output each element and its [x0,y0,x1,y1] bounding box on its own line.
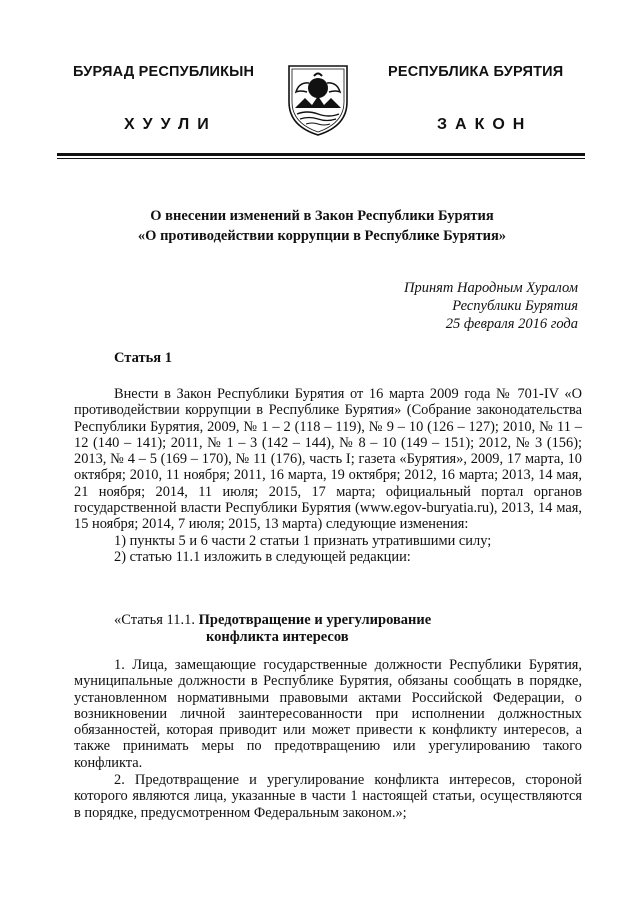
article-1-item-1: 1) пункты 5 и 6 части 2 статьи 1 признать утратившими силу; [114,532,492,549]
article-11-1-part-2: 2. Предотвращение и урегулирование конфликта интересов, стороной которого являются лица, указанные в части 1 настоящей статьи, осуществляются в порядке, предусмотренном Федеральным законом.»; [74,772,582,821]
header-divider-thick [57,153,585,156]
article-1-item-2: 2) статью 11.1 изложить в следующей редакции: [114,548,411,565]
adoption-date: 25 февраля 2016 года [445,316,578,332]
article-11-1-title-line2: конфликта интересов [206,629,349,645]
adoption-line2: Республики Бурятия [452,298,578,314]
header-divider-thin [57,158,585,159]
law-title-line2: «О противодействии коррупции в Республике Бурятия» [137,228,507,244]
header-left-title: БУРЯАД РЕСПУБЛИКЫН [73,64,255,80]
article-1-heading: Статья 1 [114,350,172,366]
article-11-1-heading [114,612,574,646]
adoption-line1: Принят Народным Хуралом [403,280,578,296]
header-right-title: РЕСПУБЛИКА БУРЯТИЯ [388,64,564,80]
law-title [62,206,582,246]
adoption-note [404,279,578,333]
article-1-intro: Внести в Закон Республики Бурятия от 16 марта 2009 года № 701-IV «О противодействии коррупции в Республике Бурятия» (Собрание законодательства Республики Бурятия, 2009, № 1 – 2 (118 – 119), № 9 – 10 (126 – 127); 2010, № 11 – 12 (140 – 141); 2011, № 1 – 3 (142 – 144), № 8 – 10 (149 – 151); 2012, № 3 (156); 2013, № 4 – 5 (169 – 170), № 11 (176), часть I; газета «Бурятия», 2009, 17 марта, 10 октября; 2010, 11 ноября; 2011, 16 марта, 19 октября; 2012, 16 марта; 2013, 14 мая, 21 ноября; 2014, 11 июля; 2015, 17 марта; официальный портал органов государственной власти Республики Бурятия (www.egov-buryatia.ru), 2013, 14 мая, 15 ноября; 2014, 7 июля; 2015, 13 марта) следующие изменения: [74,386,582,533]
article-11-1-prefix: «Статья 11.1. [114,612,199,628]
header-left-subtitle: ХУУЛИ [124,116,217,133]
law-title-line1: О внесении изменений в Закон Республики Бурятия [150,208,494,224]
coat-of-arms-icon [285,62,351,138]
article-1-body [74,386,582,565]
article-11-1-part-1: 1. Лица, замещающие государственные должности Республики Бурятия, муниципальные должности в Республике Бурятия, обязаны сообщать в порядке, установленном нормативными правовыми актами Российской Федерации, о возникновении личной заинтересованности при исполнении должностных обязанностей, которая приводит или может привести к конфликту интересов, а также принимать меры по предотвращению или урегулированию такого конфликта. [74,657,582,771]
article-11-1-body [74,657,582,821]
header-right-subtitle: ЗАКОН [437,116,533,133]
article-11-1-title-line1: Предотвращение и урегулирование [198,612,432,628]
